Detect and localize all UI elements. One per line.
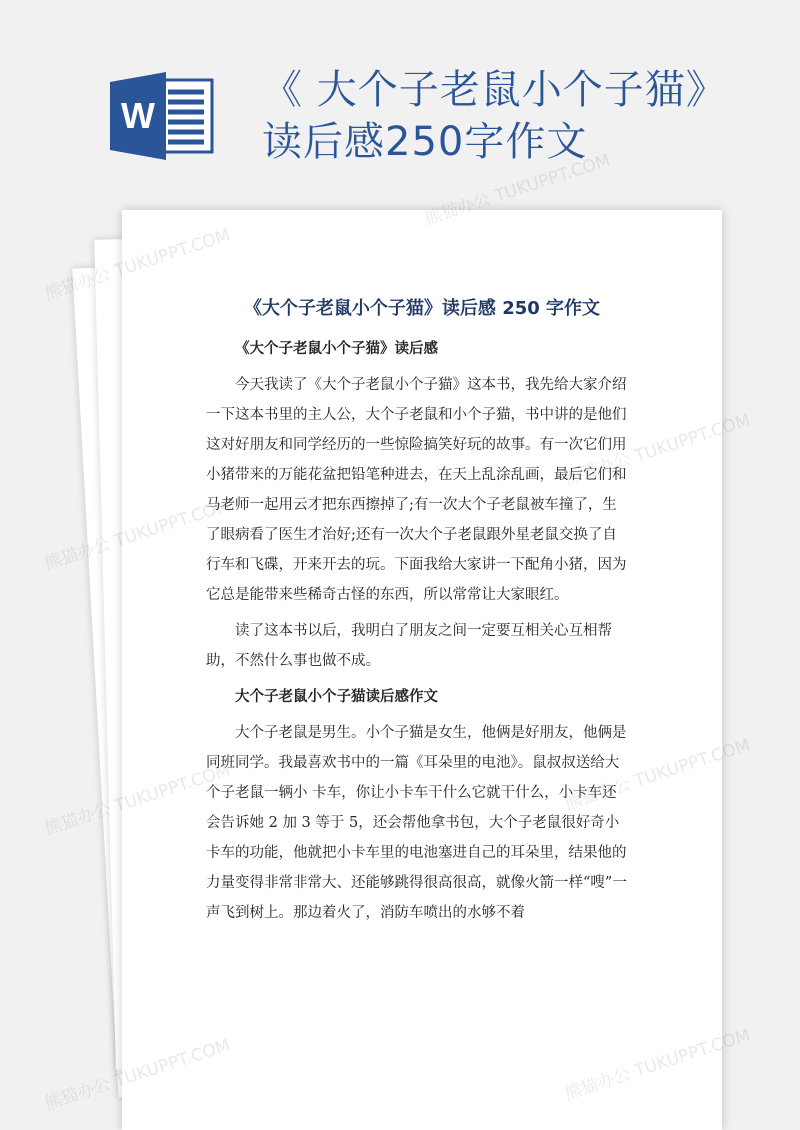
body-paragraph: 读了这本书以后，我明白了朋友之间一定要互相关心互相帮助，不然什么事也做不成。 [206, 623, 612, 669]
watermark: 熊猫办公 [42, 1074, 114, 1115]
document-body [206, 334, 630, 934]
svg-text:W: W [121, 95, 155, 136]
header-title: 《 大个子老鼠小个子猫》读后感250字作文 [262, 67, 707, 165]
body-paragraph: 大个子老鼠是男生。小个子猫是女生，他俩是好朋友，他俩是同班同学。我最喜欢书中的一篇《耳朵里的电池》。鼠叔叔送给大个子老鼠一辆小 卡车，你让小卡车干什么它就干什么，小卡车还会告诉她 2 加 3 等于 5，还会帮他拿书包，大个子老鼠很好奇小卡车的功能，他就把小卡车里的电池塞进自己的耳朵里，结果他的力量变得非常非常大、还能够跳得很高很高，就像火箭一样“嗖”一声飞到树上。那边着火了，消防车喷出的水够不着 [206, 725, 627, 921]
watermark: 熊猫办公 TUKUPPT.COM [422, 150, 613, 230]
watermark: 熊猫办公 [42, 799, 114, 840]
section-heading: 《大个子老鼠小个子猫》读后感 [235, 340, 438, 357]
watermark: 熊猫办公 [42, 534, 114, 575]
word-document-icon [108, 72, 216, 160]
section-heading: 大个子老鼠小个子猫读后感作文 [235, 688, 438, 705]
document-page [122, 210, 722, 1130]
page-header [0, 0, 800, 200]
document-title: 《大个子老鼠小个子猫》读后感 250 字作文 [243, 298, 601, 319]
body-paragraph: 今天我读了《大个子老鼠小个子猫》这本书，我先给大家介绍一下这本书里的主人公，大个子老鼠和小个子猫，书中讲的是他们这对好朋友和同学经历的一些惊险搞笑好玩的故事。有一次它们用小猪带来的万能花盆把铅笔种进去，在天上乱涂乱画，最后它们和马老师一起用云才把东西擦掉了;有一次大个子老鼠被车撞了，生了眼病看了医生才治好;还有一次大个子老鼠跟外星老鼠交换了自行车和飞碟，开来开去的玩。下面我给大家讲一下配角小猪，因为它总是能带来些稀奇古怪的东西，所以常常让大家眼红。 [206, 377, 627, 603]
